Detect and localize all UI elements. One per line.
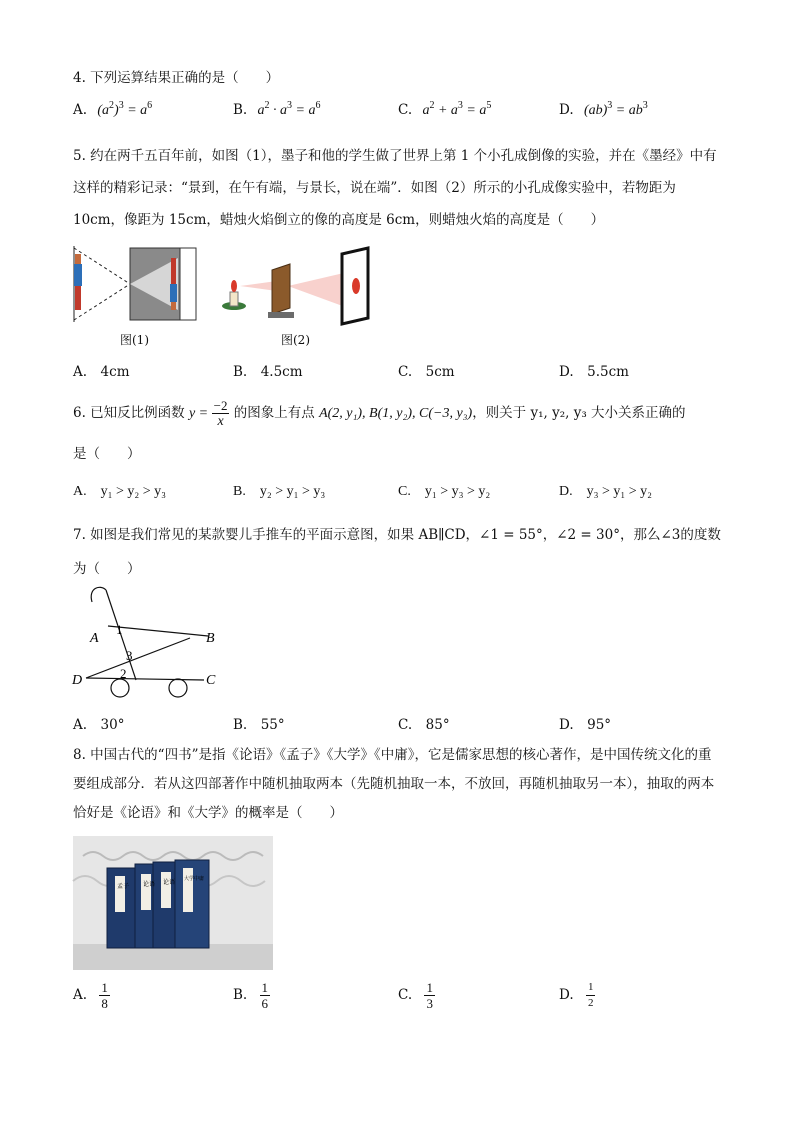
- q4-option-b[interactable]: B. $a^2 \cdot a^3 = a^6$: [233, 100, 321, 118]
- q4-option-d[interactable]: D. $(ab)^3 = ab^3$: [559, 100, 648, 118]
- label-a: A: [90, 631, 99, 646]
- q7-option-b[interactable]: B. 55°: [233, 717, 285, 733]
- q4-option-c[interactable]: C. $a^2 + a^3 = a^5$: [398, 100, 492, 118]
- q7-stem: 7. 如图是我们常见的某款婴儿手推车的平面示意图，如果 AB∥CD，∠1 = 55°，∠2 = 30°，那么∠3的度数为（ ）: [73, 527, 721, 577]
- q8-stem: 8. 中国古代的“四书”是指《论语》《孟子》《大学》《中庸》，它是儒家思想的核心著作，是中国传统文化的重要组成部分．若从这四部著作中随机抽取两本（先随机抽取一本，不放回，再随机抽取另一本），抽取的两本恰好是《论语》和《大学》的概率是（ ）: [73, 747, 715, 821]
- fig1-caption: 图(1): [120, 333, 149, 347]
- q6-option-d[interactable]: D. y₃ > y₁ > y₂: [559, 484, 653, 499]
- pinhole-figure-2: [220, 246, 370, 324]
- q5-option-c[interactable]: C. 5cm: [398, 364, 455, 380]
- q6-stem-line1: 6. 已知反比例函数 y = $\frac{-2}{x}$ 的图象上有点 A(2, y₁), B(1, y₂), C(−3, y₃)，则关于 y₁, y₂, y₃ 大小关系正确的: [73, 398, 686, 429]
- angle-3-label: 3: [126, 648, 133, 663]
- q6-option-a[interactable]: A. y₁ > y₂ > y₃: [73, 484, 167, 499]
- option-letter: D.: [559, 102, 574, 118]
- pinhole-figure-1: [70, 244, 200, 324]
- candle-flame: [231, 280, 237, 292]
- book-title-1: 孟子: [117, 883, 130, 890]
- book-title-3: 论语: [163, 879, 176, 886]
- q8-option-c[interactable]: C. $\frac{1}{3}$: [398, 980, 433, 1011]
- q7-option-d[interactable]: D. 95°: [559, 717, 612, 733]
- q5-stem: 5. 约在两千五百年前，如图（1），墨子和他的学生做了世界上第 1 个小孔成倒像的实验，并在《墨经》中有这样的精彩记录：“景到，在午有端，与景长，说在端”．如图（2）所示的小孔成像实验中，若物距为 10cm，像距为 15cm，蜡烛火焰倒立的像的高度是 6cm，则蜡烛火焰的高度是（ ）: [73, 148, 717, 228]
- q7-option-c[interactable]: C. 85°: [398, 717, 450, 733]
- option-letter: B.: [233, 102, 248, 118]
- q4-stem: 4. 下列运算结果正确的是（ ）: [73, 70, 280, 86]
- book-title-2: 论语: [143, 881, 156, 888]
- option-letter: C.: [398, 102, 413, 118]
- q5-option-a[interactable]: A. 4cm: [73, 364, 130, 380]
- q6-option-b[interactable]: B. y₂ > y₁ > y₃: [233, 484, 326, 499]
- q6-option-c[interactable]: C. y₁ > y₃ > y₂: [398, 484, 491, 499]
- q4-option-a[interactable]: A. $(a^2)^3 = a^6$: [73, 100, 153, 118]
- q6-stem-line2: 是（ ）: [73, 446, 141, 462]
- angle-1-label: 1: [116, 622, 123, 637]
- function-fraction: $\frac{-2}{x}$: [213, 398, 228, 429]
- line-cd: [86, 678, 204, 680]
- fig2-caption: 图(2): [281, 333, 310, 347]
- q8-option-b[interactable]: B. $\frac{1}{6}$: [233, 980, 269, 1011]
- book-title-4: 大学中庸: [184, 876, 205, 882]
- label-b: B: [206, 631, 215, 646]
- q5-option-b[interactable]: B. 4.5cm: [233, 364, 303, 380]
- q7-option-a[interactable]: A. 30°: [73, 717, 125, 733]
- stroller-diagram: [70, 582, 230, 702]
- angle-2-label: 2: [120, 666, 127, 681]
- four-books-photo: [73, 836, 273, 970]
- q5-option-d[interactable]: D. 5.5cm: [559, 364, 629, 380]
- label-d: D: [72, 673, 83, 688]
- option-letter: A.: [73, 102, 88, 118]
- label-c: C: [206, 673, 216, 688]
- line-ab: [108, 626, 208, 636]
- q8-option-a[interactable]: A. $\frac{1}{8}$: [73, 980, 108, 1011]
- q8-option-d[interactable]: D. $\frac{1}{2}$: [559, 981, 594, 1009]
